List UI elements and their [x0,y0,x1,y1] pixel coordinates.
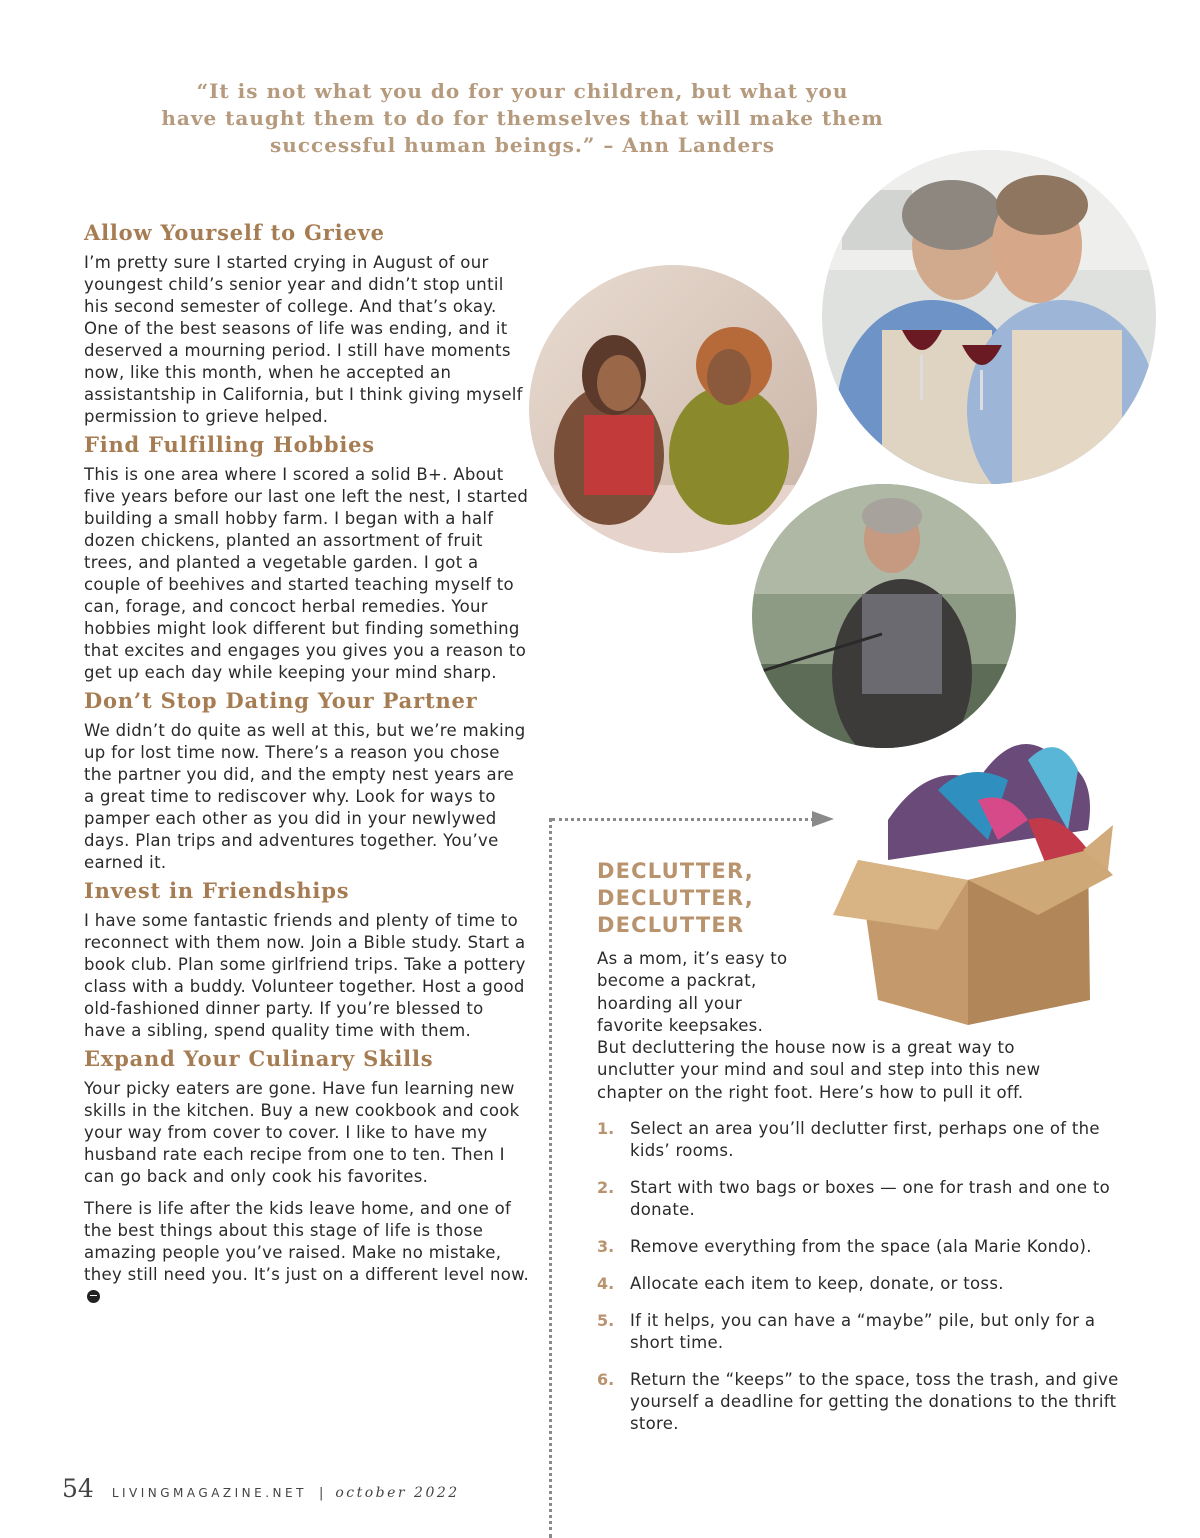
list-item [597,1236,1137,1258]
step-number: 4. [597,1274,615,1293]
declutter-title-line-1: DECLUTTER, [597,859,754,883]
step-number: 5. [597,1311,615,1330]
pull-quote [150,78,895,159]
end-mark-icon [87,1290,100,1303]
page-footer [62,1474,460,1503]
declutter-intro [597,948,1087,1104]
declutter-title-line-3: DECLUTTER [597,913,745,937]
closing-paragraph [84,1198,529,1308]
section-body-grieve: I’m pretty sure I started crying in August of our youngest child’s senior year and didn’t stop until his second semester of college. And that’s okay. One of the best seasons of life was ending, and it deserved a mourning period. I still have moments now, like this month, when he accepted an assistantship in California, but I think giving myself permission to grieve helped. [84,253,523,426]
quote-line-1: “It is not what you do for your children, but what you [196,79,849,103]
step-number: 2. [597,1178,615,1197]
step-number: 1. [597,1119,615,1138]
step-text: Return the “keeps” to the space, toss the trash, and give yourself a deadline for getting the donations to the thrift store. [630,1370,1119,1433]
photo-women-painting [529,265,817,553]
photo-man-fishing [752,484,1016,748]
dotted-divider-horizontal [552,818,814,821]
closing-text: There is life after the kids leave home, and one of the best things about this stage of life is those amazing people you’ve raised. Make no mistake, they still need you. It’s just on a different level now. [84,1199,529,1284]
section-heading-grieve: Allow Yourself to Grieve [84,220,385,245]
list-item [597,1273,1137,1295]
declutter-steps-list [597,1118,1137,1450]
step-number: 6. [597,1370,615,1389]
step-text: Remove everything from the space (ala Marie Kondo). [630,1237,1092,1256]
declutter-intro-wide: But decluttering the house now is a great way to unclutter your mind and soul and step into this new chapter on the right foot. Here’s how to pull it off. [597,1038,1041,1102]
list-item [597,1118,1137,1162]
section-body-hobbies: This is one area where I scored a solid B+. About five years before our last one left the nest, I started building a small hobby farm. I began with a half dozen chickens, planted an assortment of fruit trees, and planted a vegetable garden. I got a couple of beehives and started teaching myself to can, forage, and concoct herbal remedies. Your hobbies might look different but finding something that excites and engages you gives you a reason to get up each day while keeping your mind sharp. [84,465,529,682]
footer-separator: | [318,1486,324,1501]
declutter-intro-narrow: As a mom, it’s easy to become a packrat, hoarding all your favorite keepsakes. [597,949,788,1035]
list-item [597,1369,1137,1435]
section-body-culinary: Your picky eaters are gone. Have fun learning new skills in the kitchen. Buy a new cookbook and cook your way from cover to cover. I like to have my husband rate each recipe from one to ten. Then I can go back and only cook his favorites. [84,1079,520,1186]
step-text: If it helps, you can have a “maybe” pile, but only for a short time. [630,1311,1096,1352]
step-number: 3. [597,1237,615,1256]
section-heading-hobbies: Find Fulfilling Hobbies [84,432,375,457]
declutter-title [597,858,837,939]
step-text: Select an area you’ll declutter first, perhaps one of the kids’ rooms. [630,1119,1100,1160]
section-heading-friendships: Invest in Friendships [84,878,350,903]
page-number: 54 [62,1474,94,1503]
photo-couple-wine [822,150,1156,484]
list-item [597,1177,1137,1221]
article-left-column [84,220,529,1312]
dotted-divider-vertical [549,818,552,1538]
list-item [597,1310,1137,1354]
section-heading-culinary: Expand Your Culinary Skills [84,1046,434,1071]
issue-date: october 2022 [335,1485,460,1501]
site-name: LIVINGMAGAZINE.NET [111,1486,307,1500]
section-body-dating: We didn’t do quite as well at this, but we’re making up for lost time now. There’s a reason you chose the partner you did, and the empty nest years are a great time to rediscover why. Look for ways to pamper each other as you did in your newlywed days. Plan trips and adventures together. You’ve earned it. [84,721,526,872]
declutter-title-line-2: DECLUTTER, [597,886,754,910]
step-text: Allocate each item to keep, donate, or toss. [630,1274,1004,1293]
quote-line-3: successful human beings.” – Ann Landers [270,133,775,157]
quote-line-2: have taught them to do for themselves that will make them [161,106,884,130]
step-text: Start with two bags or boxes — one for trash and one to donate. [630,1178,1111,1219]
section-heading-dating: Don’t Stop Dating Your Partner [84,688,478,713]
section-body-friendships: I have some fantastic friends and plenty of time to reconnect with them now. Join a Bible study. Start a book club. Plan some girlfriend trips. Take a pottery class with a buddy. Volunteer together. Host a good old-fashioned dinner party. If you’re blessed to have a sibling, spend quality time with them. [84,911,526,1040]
